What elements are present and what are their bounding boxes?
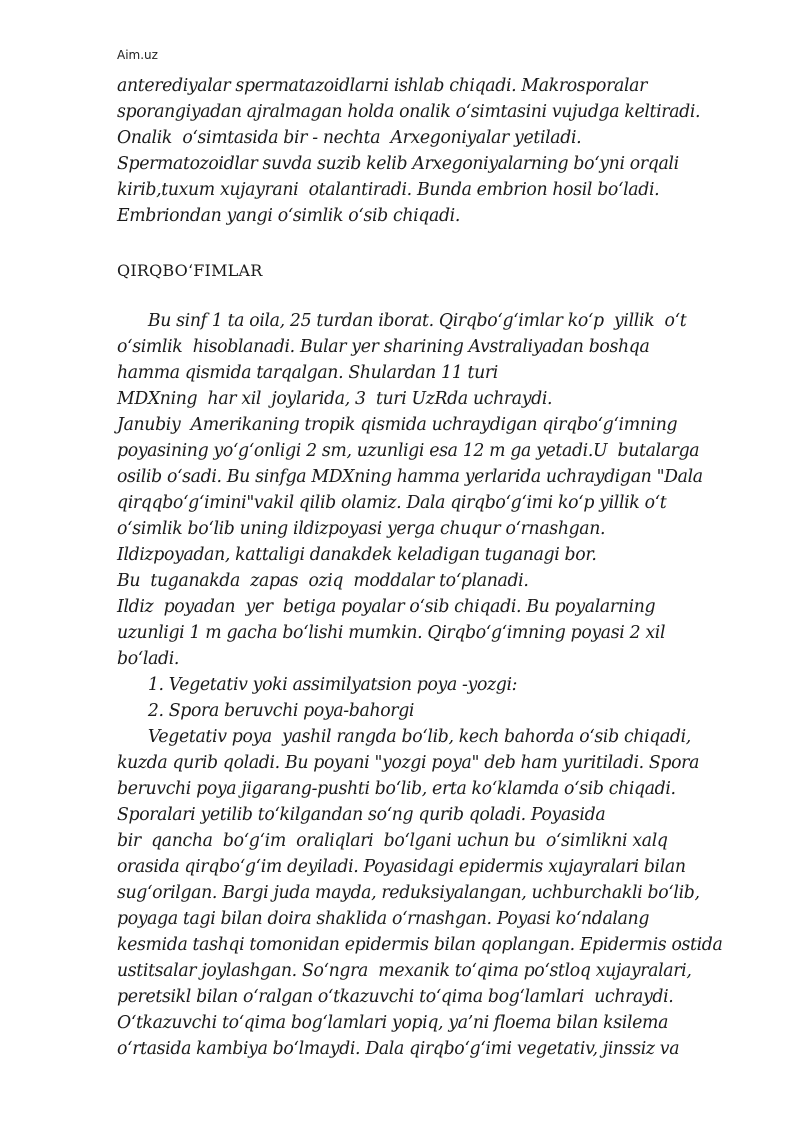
site-label: Aim.uz (117, 48, 158, 62)
text-line: sug‘orilgan. Bargi juda mayda, reduksiyalangan, uchburchakli bo‘lib, (117, 883, 700, 903)
text-line: Embriondan yangi o‘simlik o‘sib chiqadi. (117, 206, 460, 226)
body-text (117, 308, 757, 1062)
text-line: Vegetativ poya yashil rangda bo‘lib, kech bahorda o‘sib chiqadi, (117, 727, 691, 747)
text-line: o‘simlik hisoblanadi. Bular yer sharining Avstraliyadan boshqa (117, 337, 650, 357)
text-line: orasida qirqbo‘g‘im deyiladi. Poyasidagi epidermis xujayralari bilan (117, 857, 686, 877)
text-line: beruvchi poya jigarang-pushti bo‘lib, erta ko‘klamda o‘sib chiqadi. (117, 779, 676, 799)
text-line: kesmida tashqi tomonidan epidermis bilan qoplangan. Epidermis ostida (117, 935, 723, 955)
text-line: Sporalari yetilib to‘kilgandan so‘ng qurib qoladi. Poyasida (117, 805, 606, 825)
text-line: o‘simlik bo‘lib uning ildizpoyasi yerga chuqur o‘rnashgan. (117, 519, 606, 539)
text-line: o‘rtasida kambiya bo‘lmaydi. Dala qirqbo‘g‘imi vegetativ, jinssiz va (117, 1039, 680, 1059)
text-line: kuzda qurib qoladi. Bu poyani "yozgi poya" deb ham yuritiladi. Spora (117, 753, 700, 773)
text-line: MDXning har xil joylarida, 3 turi UzRda uchraydi. (117, 389, 553, 409)
text-line: bo‘ladi. (117, 649, 180, 669)
text-line: peretsikl bilan o‘ralgan o‘tkazuvchi to‘qima bog‘lamlari uchraydi. (117, 987, 674, 1007)
intro-paragraph (117, 73, 757, 229)
list-item: 1. Vegetativ yoki assimilyatsion poya -yozgi: (117, 675, 518, 695)
list-item: 2. Spora beruvchi poya-bahorgi (117, 701, 415, 721)
text-line: poyasining yo‘g‘onligi 2 sm, uzunligi esa 12 m ga yetadi.U butalarga (117, 441, 700, 461)
text-line: Onalik o‘simtasida bir - nechta Arxegoniyalar yetiladi. (117, 128, 582, 148)
text-line: Bu tuganakda zapas oziq moddalar to‘planadi. (117, 571, 529, 591)
text-line: ustitsalar joylashgan. So‘ngra mexanik to‘qima po‘stloq xujayralari, (117, 961, 692, 981)
text-line: bir qancha bo‘g‘im oraliqlari bo‘lgani uchun bu o‘simlikni xalq (117, 831, 668, 851)
text-line: Spermatozoidlar suvda suzib kelib Arxegoniyalarning bo‘yni orqali (117, 154, 679, 174)
text-line: O‘tkazuvchi to‘qima bog‘lamlari yopiq, ya’ni floema bilan ksilema (117, 1013, 669, 1033)
text-line: Ildizpoyadan, kattaligi danakdek keladigan tuganagi bor. (117, 545, 597, 565)
text-line: osilib o‘sadi. Bu sinfga MDXning hamma yerlarida uchraydigan "Dala (117, 467, 703, 487)
text-line: Janubiy Amerikaning tropik qismida uchraydigan qirqbo‘g‘imning (117, 415, 678, 435)
text-line: sporangiyadan ajralmagan holda onalik o‘simtasini vujudga keltiradi. (117, 102, 701, 122)
text-line: Bu sinf 1 ta oila, 25 turdan iborat. Qirqbo‘g‘imlar ko‘p yillik o‘t (117, 311, 687, 331)
text-line: uzunligi 1 m gacha bo‘lishi mumkin. Qirqbo‘g‘imning poyasi 2 xil (117, 623, 666, 643)
text-line: hamma qismida tarqalgan. Shulardan 11 turi (117, 363, 498, 383)
text-line: kirib,tuxum xujayrani otalantiradi. Bunda embrion hosil bo‘ladi. (117, 180, 660, 200)
text-line: qirqqbo‘g‘imini"vakil qilib olamiz. Dala qirqbo‘g‘imi ko‘p yillik o‘t (117, 493, 667, 513)
section-heading: QIRQBO‘FIMLAR (117, 261, 263, 280)
text-line: Ildiz poyadan yer betiga poyalar o‘sib chiqadi. Bu poyalarning (117, 597, 656, 617)
text-line: anterediyalar spermatazoidlarni ishlab chiqadi. Makrosporalar (117, 76, 647, 96)
text-line: poyaga tagi bilan doira shaklida o‘rnashgan. Poyasi ko‘ndalang (117, 909, 650, 929)
